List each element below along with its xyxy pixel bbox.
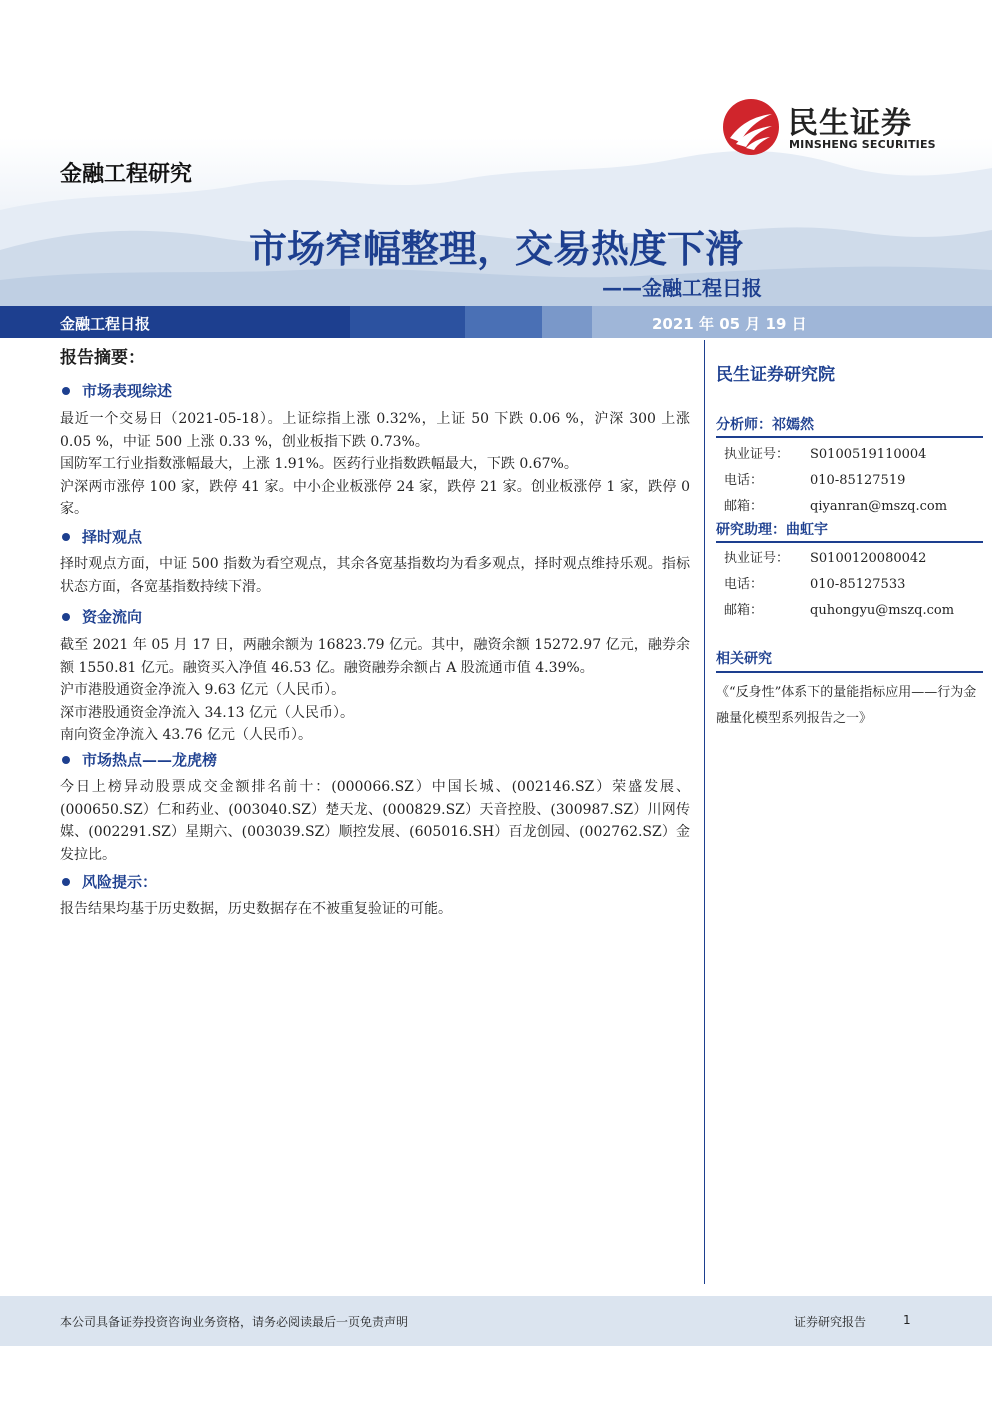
report-subtitle: ——金融工程日报 — [602, 276, 762, 300]
logo-english-name: MINSHENG SECURITIES — [789, 138, 936, 151]
bullet-icon — [62, 387, 70, 395]
logo-mark-icon — [722, 98, 780, 156]
section-body-timing: 择时观点方面，中证 500 指数为看空观点，其余各宽基指数均为看多观点，择时观点维持乐观。指标状态方面，各宽基指数持续下滑。 — [60, 556, 690, 595]
company-logo — [722, 98, 952, 158]
bullet-icon — [62, 613, 70, 621]
related-research-item[interactable]: 《“反身性”体系下的量能指标应用——行为金融量化模型系列报告之一》 — [716, 685, 977, 726]
institute-name: 民生证券研究院 — [716, 365, 835, 385]
section-body-risk: 报告结果均基于历史数据，历史数据存在不被重复验证的可能。 — [60, 901, 452, 917]
assistant-phone: 电话： 010-85127533 — [724, 577, 906, 592]
analyst-heading: 分析师：祁嫣然 — [716, 414, 983, 438]
assistant-heading: 研究助理：曲虹宇 — [716, 519, 983, 543]
abstract-title: 报告摘要： — [60, 348, 145, 368]
related-research-heading: 相关研究 — [716, 648, 983, 673]
assistant-license: 执业证号： S0100120080042 — [724, 551, 927, 566]
report-category: 金融工程研究 — [60, 162, 193, 187]
footer-disclaimer: 本公司具备证券投资咨询业务资格，请务必阅读最后一页免责声明 — [60, 1315, 409, 1329]
analyst-email: 邮箱： qiyanran@mszq.com — [724, 499, 948, 514]
page-number: 1 — [903, 1313, 911, 1327]
bullet-icon — [62, 878, 70, 886]
bullet-icon — [62, 756, 70, 764]
section-heading-hotspot: 市场热点——龙虎榜 — [60, 749, 217, 770]
section-body-market: 最近一个交易日（2021-05-18）。上证综指上涨 0.32%，上证 50 下跌 0.06 %，沪深 300 上涨 0.05 %，中证 500 上涨 0.33 %，创业板指下跌 0.73%。 国防军工行业指数涨幅最大，上涨 1.91%。医药行业指数跌幅最大，下跌 0.67%。 沪深两市涨停 100 家，跌停 41 家。中小企业板涨停 24 家，跌停 21 家。创业板涨停 1 家，跌停 0 家。 — [60, 411, 690, 517]
section-heading-capital: 资金流向 — [60, 606, 142, 627]
report-date: 2021 年 05 月 19 日 — [652, 315, 807, 333]
bullet-icon — [62, 533, 70, 541]
section-heading-market: 市场表现综述 — [60, 380, 172, 401]
bar-report-type: 金融工程日报 — [60, 315, 151, 333]
footer-doc-type: 证券研究报告 — [794, 1315, 867, 1329]
section-body-hotspot: 今日上榜异动股票成交金额排名前十：(000066.SZ）中国长城、(002146.SZ）荣盛发展、(000650.SZ）仁和药业、(003040.SZ）楚天龙、(000829.SZ）天音控股、(300987.SZ）川网传媒、(002291.SZ）星期六、(003039.SZ）顺控发展、(605016.SH）百龙创园、(002762.SZ）金发拉比。 — [60, 779, 690, 863]
section-body-capital: 截至 2021 年 05 月 17 日，两融余额为 16823.79 亿元。其中，融资余额 15272.97 亿元，融券余额 1550.81 亿元。融资买入净值 46.53 亿。融资融券余额占 A 股流通市值 4.39%。 沪市港股通资金净流入 9.63 亿元（人民币）。 深市港股通资金净流入 34.13 亿元（人民币）。 南向资金净流入 43.76 亿元（人民币）。 — [60, 637, 690, 743]
logo-chinese-name: 民生证券 — [788, 106, 912, 141]
section-heading-timing: 择时观点 — [60, 526, 142, 547]
section-heading-risk: 风险提示： — [60, 871, 157, 892]
analyst-license: 执业证号： S0100519110004 — [724, 447, 927, 462]
assistant-email: 邮箱： quhongyu@mszq.com — [724, 603, 955, 618]
report-title: 市场窄幅整理，交易热度下滑 — [248, 227, 743, 271]
column-divider — [704, 340, 705, 1284]
analyst-phone: 电话： 010-85127519 — [724, 473, 906, 488]
